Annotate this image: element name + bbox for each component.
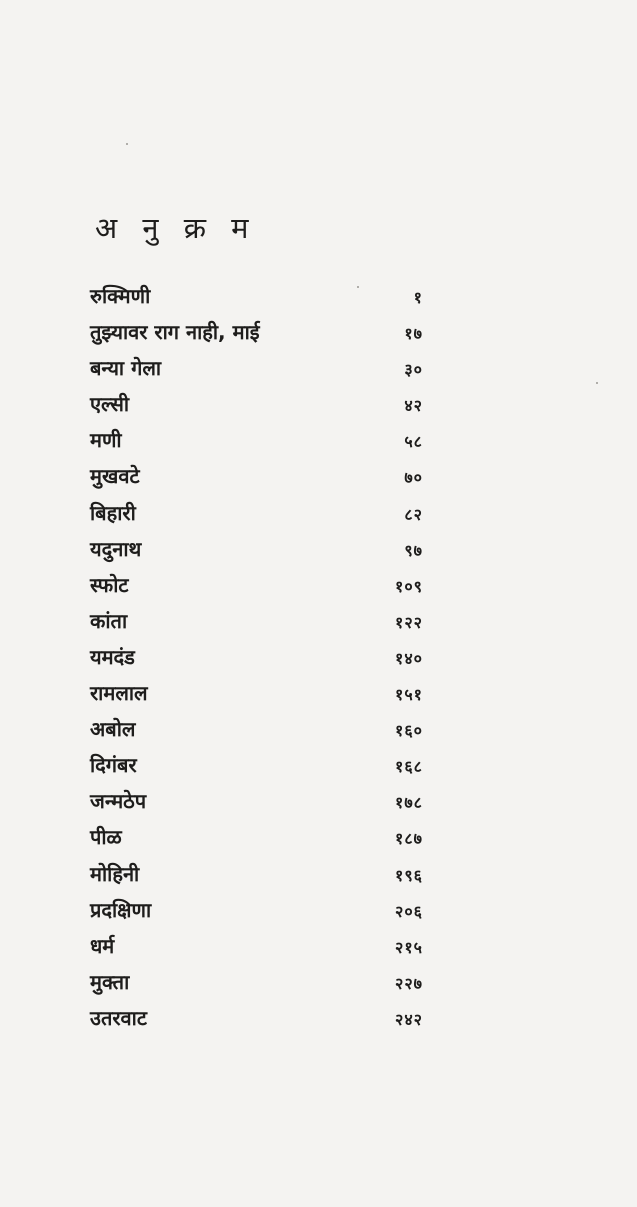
toc-entry-title: एल्सी <box>90 392 130 417</box>
table-of-contents <box>90 281 435 1039</box>
toc-entry <box>90 1003 435 1039</box>
toc-entry-page-number: १८७ <box>395 829 423 849</box>
toc-entry-page-number: ९७ <box>404 540 423 560</box>
toc-entry <box>90 606 435 642</box>
toc-entry-page-number: २२७ <box>395 973 423 993</box>
toc-entry <box>90 895 435 931</box>
toc-entry <box>90 714 435 750</box>
toc-entry-page-number: ८२ <box>404 504 423 524</box>
toc-entry <box>90 859 435 895</box>
toc-entry-title: मुखवटे <box>90 464 140 489</box>
toc-entry-page-number: १२२ <box>395 612 423 632</box>
toc-entry-title: उतरवाट <box>90 1005 147 1030</box>
toc-entry <box>90 678 435 714</box>
toc-entry-title: मोहिनी <box>90 861 140 886</box>
toc-entry <box>90 498 435 534</box>
toc-entry-title: स्फोट <box>90 572 129 597</box>
toc-entry-page-number: ७० <box>404 468 423 488</box>
toc-entry-page-number: १ <box>413 288 423 307</box>
toc-entry <box>90 642 435 678</box>
toc-entry-page-number: १७ <box>404 324 423 344</box>
toc-entry-title: पीळ <box>90 825 122 850</box>
toc-entry-title: यमदंड <box>90 644 135 669</box>
toc-entry-title: तुझ्यावर राग नाही, माई <box>90 320 260 345</box>
toc-entry-title: रुक्मिणी <box>90 284 151 308</box>
toc-entry-page-number: २०६ <box>395 901 423 921</box>
toc-entry-title: मणी <box>90 428 122 453</box>
toc-entry-title: मुक्ता <box>90 969 130 994</box>
toc-entry <box>90 931 435 967</box>
toc-entry-page-number: ३० <box>404 360 423 380</box>
toc-entry-title: बन्या गेला <box>90 356 162 381</box>
toc-entry-title: यदुनाथ <box>90 536 142 561</box>
toc-entry <box>90 461 435 497</box>
toc-entry-page-number: ४२ <box>404 396 423 416</box>
toc-entry <box>90 786 435 822</box>
toc-entry-page-number: १६० <box>395 721 423 741</box>
toc-entry-title: जन्मठेप <box>90 789 147 814</box>
toc-entry-title: धर्म <box>90 933 115 958</box>
toc-entry-page-number: ५८ <box>404 432 423 452</box>
toc-entry-page-number: १४० <box>395 648 423 668</box>
toc-entry <box>90 389 435 425</box>
toc-entry <box>90 570 435 606</box>
paper-speck <box>596 382 598 384</box>
contents-heading: अ नु क्र म <box>95 211 257 245</box>
paper-speck <box>126 143 128 145</box>
toc-entry-title: अबोल <box>90 717 136 742</box>
toc-entry <box>90 967 435 1003</box>
toc-entry-page-number: १९६ <box>395 865 423 885</box>
toc-entry <box>90 534 435 570</box>
toc-entry-title: रामलाल <box>90 681 148 706</box>
toc-entry <box>90 353 435 389</box>
toc-entry <box>90 281 435 317</box>
toc-entry-page-number: १७८ <box>395 793 423 813</box>
toc-entry <box>90 822 435 858</box>
toc-entry-page-number: २१५ <box>395 937 423 957</box>
toc-entry-page-number: १०९ <box>395 576 423 596</box>
toc-entry <box>90 425 435 461</box>
toc-entry-page-number: १५१ <box>395 685 423 705</box>
toc-entry <box>90 750 435 786</box>
toc-entry-title: प्रदक्षिणा <box>90 897 152 922</box>
toc-entry <box>90 317 435 353</box>
toc-entry-title: कांता <box>90 608 128 633</box>
toc-entry-title: बिहारी <box>90 500 136 525</box>
toc-entry-page-number: २४२ <box>395 1009 423 1029</box>
toc-entry-page-number: १६८ <box>395 757 423 777</box>
toc-entry-title: दिगंबर <box>90 753 137 778</box>
